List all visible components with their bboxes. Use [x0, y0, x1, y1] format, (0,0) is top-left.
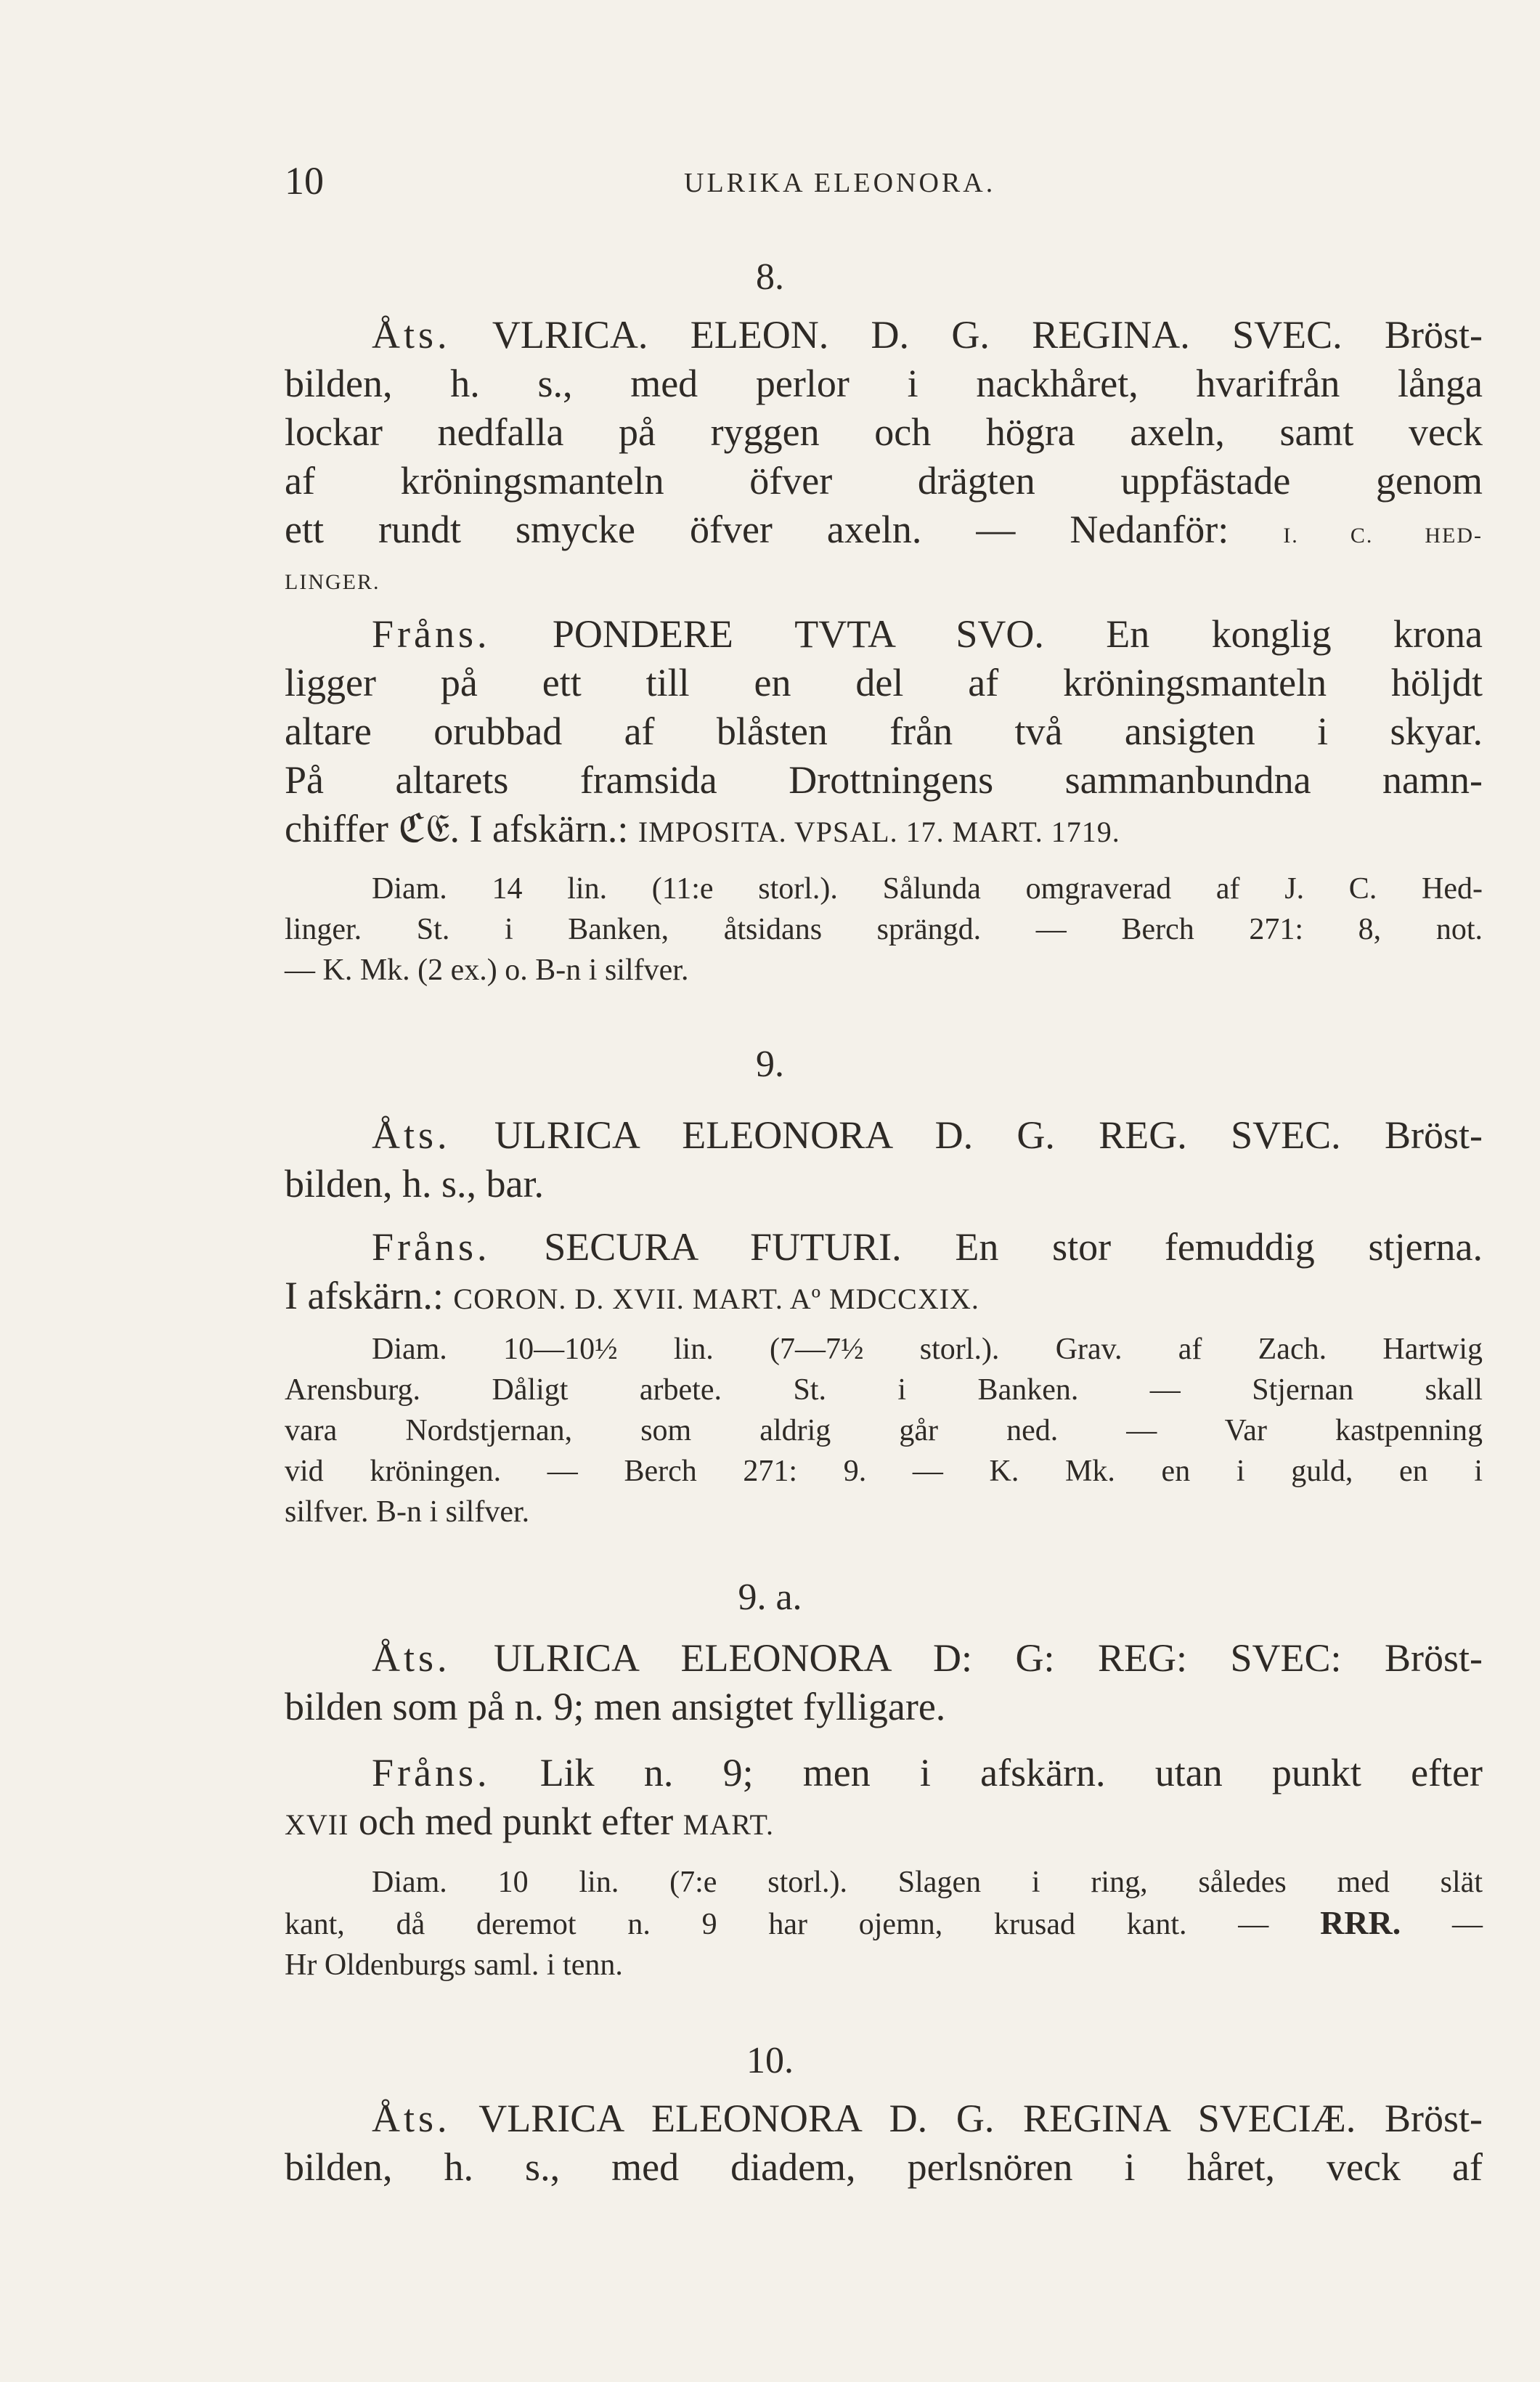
note-line: Diam. 14 lin. (11:e storl.). Sålunda omgraverad af J. C. Hed- [372, 872, 1483, 906]
entry-10-obverse [285, 2094, 1483, 2192]
text-line: bilden som på n. 9; men ansigtet fylligare. [285, 1685, 946, 1728]
text-line: af kröningsmanteln öfver drägten uppfästade genom [285, 459, 1483, 503]
text-line: bilden, h. s., med perlor i nackhåret, hvarifrån långa [285, 362, 1483, 405]
text-line: ett rundt smycke öfver axeln. — Nedanför: I. C. HED- [285, 508, 1483, 551]
entry-number: 9. a. [738, 1577, 802, 1618]
entry-9-obverse [285, 1111, 1483, 1208]
running-title: ULRIKA ELEONORA. [684, 168, 996, 198]
note-line: Arensburg. Dåligt arbete. St. i Banken. — Stjernan skall [285, 1373, 1483, 1407]
text-line: Åts. VLRICA. ELEON. D. G. REGINA. SVEC. Bröst- [372, 313, 1483, 357]
text-line: På altarets framsida Drottningens sammanbundna namn- [285, 758, 1483, 802]
page-number: 10 [285, 159, 324, 203]
note-line: Diam. 10—10½ lin. (7—7½ storl.). Grav. af Zach. Hartwig [372, 1333, 1483, 1366]
entry-9-reverse [285, 1223, 1483, 1323]
text-line: LINGER. [285, 570, 380, 594]
note-line: Hr Oldenburgs saml. i tenn. [285, 1948, 623, 1982]
text-line: Åts. VLRICA ELEONORA D. G. REGINA SVECIÆ. Bröst- [372, 2097, 1483, 2140]
text-line: Åts. ULRICA ELEONORA D: G: REG: SVEC: Bröst- [372, 1636, 1483, 1680]
entry-8-obverse [285, 311, 1483, 598]
entry-number: 9. [756, 1044, 784, 1085]
rarity-mark: RRR. [1320, 1904, 1401, 1941]
entry-8-notes [285, 869, 1483, 991]
entry-9a-reverse [285, 1749, 1483, 1849]
text-line: Fråns. PONDERE TVTA SVO. En konglig krona [372, 612, 1483, 656]
entry-9a-notes [285, 1862, 1483, 1985]
note-line: vara Nordstjernan, som aldrig går ned. — Var kastpenning [285, 1414, 1483, 1447]
note-line: kant, då deremot n. 9 har ojemn, krusad kant. — RRR. — [285, 1904, 1483, 1941]
entry-9a-obverse [285, 1634, 1483, 1731]
text-line: Fråns. SECURA FUTURI. En stor femuddig stjerna. [372, 1225, 1483, 1269]
text-line: lockar nedfalla på ryggen och högra axeln, samt veck [285, 410, 1483, 454]
note-line: linger. St. i Banken, åtsidans sprängd. — Berch 271: 8, not. [285, 913, 1483, 946]
note-line: — K. Mk. (2 ex.) o. B-n i silfver. [285, 954, 689, 987]
entry-9-notes [285, 1329, 1483, 1532]
text-line: altare orubbad af blåsten från två ansigten i skyar. [285, 710, 1483, 753]
text-line: Fråns. Lik n. 9; men i afskärn. utan punkt efter [372, 1751, 1483, 1794]
entry-number: 8. [756, 256, 784, 298]
text-line: Åts. ULRICA ELEONORA D. G. REG. SVEC. Bröst- [372, 1113, 1483, 1157]
note-line: Diam. 10 lin. (7:e storl.). Slagen i ring, således med slät [372, 1866, 1483, 1899]
text-line: ligger på ett till en del af kröningsmanteln höljdt [285, 661, 1483, 704]
text-line: chiffer ℭ𝔈. I afskärn.: IMPOSITA. VPSAL. 17. MART. 1719. [285, 807, 1120, 850]
monogram: ℭ𝔈. [398, 807, 460, 850]
text-line: bilden, h. s., med diadem, perlsnören i håret, veck af [285, 2145, 1483, 2189]
text-line: bilden, h. s., bar. [285, 1162, 544, 1206]
note-line: silfver. B-n i silfver. [285, 1495, 530, 1529]
note-line: vid kröningen. — Berch 271: 9. — K. Mk. en i guld, en i [285, 1455, 1483, 1488]
running-head [285, 158, 1490, 209]
text-line: I afskärn.: CORON. D. XVII. MART. Aº MDCCXIX. [285, 1274, 979, 1317]
entry-number: 10. [746, 2040, 794, 2081]
text-line: XVII och med punkt efter MART. [285, 1800, 774, 1843]
entry-8-reverse [285, 610, 1483, 856]
